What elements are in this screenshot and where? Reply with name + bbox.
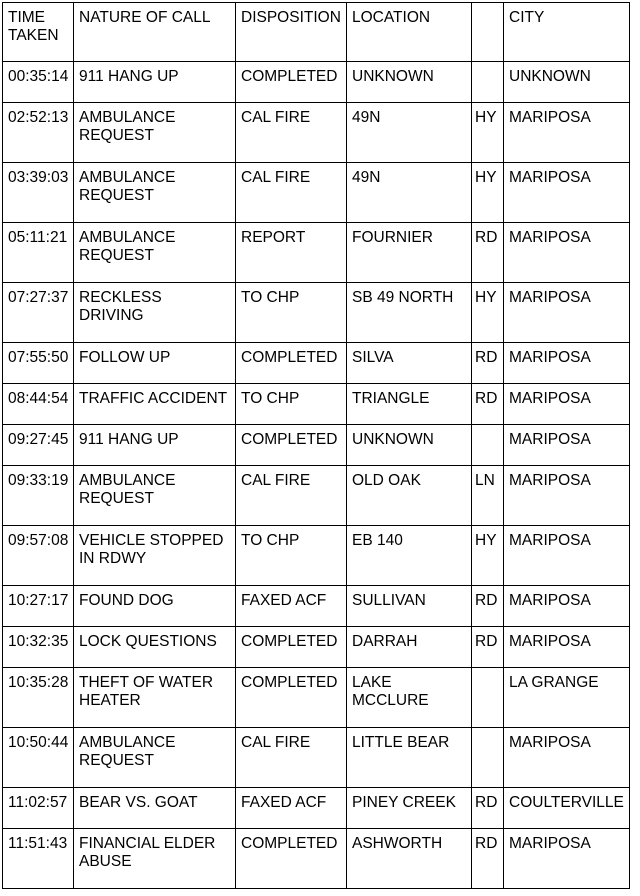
- cell-location: UNKNOWN: [347, 62, 472, 103]
- cell-time: 00:35:14: [3, 62, 74, 103]
- cell-location: EB 140: [347, 526, 472, 586]
- cell-city: MARIPOSA: [504, 627, 630, 668]
- cell-nature: AMBULANCE REQUEST: [74, 466, 236, 526]
- cell-location: UNKNOWN: [347, 425, 472, 466]
- cell-time: 03:39:03: [3, 163, 74, 223]
- cell-disposition: COMPLETED: [236, 343, 347, 384]
- cell-suffix: RD: [472, 829, 504, 889]
- cell-suffix: HY: [472, 103, 504, 163]
- cell-city: MARIPOSA: [504, 223, 630, 283]
- header-city: CITY: [504, 3, 630, 62]
- cell-nature: 911 HANG UP: [74, 62, 236, 103]
- cell-suffix: [472, 62, 504, 103]
- cell-nature: AMBULANCE REQUEST: [74, 728, 236, 788]
- table-row: [3, 103, 630, 163]
- cell-city: MARIPOSA: [504, 526, 630, 586]
- cell-location: SB 49 NORTH: [347, 283, 472, 343]
- cell-time: 07:55:50: [3, 343, 74, 384]
- cell-time: 09:33:19: [3, 466, 74, 526]
- table-row: [3, 728, 630, 788]
- table-row: [3, 526, 630, 586]
- cell-location: SILVA: [347, 343, 472, 384]
- table-row: [3, 788, 630, 829]
- header-location: LOCATION: [347, 3, 472, 62]
- cell-disposition: REPORT: [236, 223, 347, 283]
- cell-nature: AMBULANCE REQUEST: [74, 223, 236, 283]
- cell-time: 09:27:45: [3, 425, 74, 466]
- table-row: [3, 586, 630, 627]
- cell-city: MARIPOSA: [504, 425, 630, 466]
- cell-nature: FINANCIAL ELDER ABUSE: [74, 829, 236, 889]
- cell-disposition: COMPLETED: [236, 62, 347, 103]
- table-row: [3, 343, 630, 384]
- cell-disposition: CAL FIRE: [236, 103, 347, 163]
- table-row: [3, 223, 630, 283]
- cell-suffix: RD: [472, 384, 504, 425]
- table-row: [3, 163, 630, 223]
- cell-location: ASHWORTH: [347, 829, 472, 889]
- cell-disposition: CAL FIRE: [236, 728, 347, 788]
- cell-nature: RECKLESS DRIVING: [74, 283, 236, 343]
- cell-location: SULLIVAN: [347, 586, 472, 627]
- table-row: [3, 425, 630, 466]
- cell-city: MARIPOSA: [504, 343, 630, 384]
- header-disposition: DISPOSITION: [236, 3, 347, 62]
- table-row: [3, 283, 630, 343]
- cell-time: 07:27:37: [3, 283, 74, 343]
- cell-time: 02:52:13: [3, 103, 74, 163]
- table-row: [3, 466, 630, 526]
- cell-city: MARIPOSA: [504, 384, 630, 425]
- cell-city: MARIPOSA: [504, 586, 630, 627]
- cell-disposition: FAXED ACF: [236, 788, 347, 829]
- cell-suffix: LN: [472, 466, 504, 526]
- table-row: [3, 384, 630, 425]
- cell-city: MARIPOSA: [504, 466, 630, 526]
- cell-location: LAKE MCCLURE: [347, 668, 472, 728]
- cell-suffix: HY: [472, 526, 504, 586]
- header-suffix: [472, 3, 504, 62]
- cell-nature: LOCK QUESTIONS: [74, 627, 236, 668]
- cell-nature: THEFT OF WATER HEATER: [74, 668, 236, 728]
- cell-nature: VEHICLE STOPPED IN RDWY: [74, 526, 236, 586]
- cell-time: 10:35:28: [3, 668, 74, 728]
- cell-suffix: [472, 668, 504, 728]
- cell-city: MARIPOSA: [504, 728, 630, 788]
- cell-location: 49N: [347, 103, 472, 163]
- cell-location: PINEY CREEK: [347, 788, 472, 829]
- cell-suffix: RD: [472, 586, 504, 627]
- cell-disposition: TO CHP: [236, 283, 347, 343]
- table-row: [3, 62, 630, 103]
- cell-nature: AMBULANCE REQUEST: [74, 163, 236, 223]
- cell-suffix: RD: [472, 343, 504, 384]
- cell-nature: 911 HANG UP: [74, 425, 236, 466]
- cell-time: 10:32:35: [3, 627, 74, 668]
- cell-location: OLD OAK: [347, 466, 472, 526]
- cell-suffix: RD: [472, 627, 504, 668]
- cell-disposition: TO CHP: [236, 384, 347, 425]
- cell-disposition: CAL FIRE: [236, 163, 347, 223]
- cell-city: UNKNOWN: [504, 62, 630, 103]
- table-row: [3, 627, 630, 668]
- cell-time: 05:11:21: [3, 223, 74, 283]
- cell-nature: TRAFFIC ACCIDENT: [74, 384, 236, 425]
- cell-location: TRIANGLE: [347, 384, 472, 425]
- cell-disposition: FAXED ACF: [236, 586, 347, 627]
- cell-city: LA GRANGE: [504, 668, 630, 728]
- cell-suffix: RD: [472, 223, 504, 283]
- cell-time: 09:57:08: [3, 526, 74, 586]
- cell-time: 10:50:44: [3, 728, 74, 788]
- header-time: TIME TAKEN: [3, 3, 74, 62]
- cell-city: MARIPOSA: [504, 283, 630, 343]
- cell-disposition: COMPLETED: [236, 425, 347, 466]
- cell-time: 11:02:57: [3, 788, 74, 829]
- cell-suffix: HY: [472, 163, 504, 223]
- cell-time: 11:51:43: [3, 829, 74, 889]
- cell-nature: FOLLOW UP: [74, 343, 236, 384]
- cell-suffix: [472, 425, 504, 466]
- cell-suffix: [472, 728, 504, 788]
- header-nature: NATURE OF CALL: [74, 3, 236, 62]
- cell-time: 10:27:17: [3, 586, 74, 627]
- cell-location: FOURNIER: [347, 223, 472, 283]
- cell-suffix: RD: [472, 788, 504, 829]
- cell-location: 49N: [347, 163, 472, 223]
- cell-city: COULTERVILLE: [504, 788, 630, 829]
- table-row: [3, 829, 630, 889]
- cell-disposition: TO CHP: [236, 526, 347, 586]
- cell-nature: FOUND DOG: [74, 586, 236, 627]
- cell-city: MARIPOSA: [504, 103, 630, 163]
- cell-time: 08:44:54: [3, 384, 74, 425]
- cell-city: MARIPOSA: [504, 829, 630, 889]
- cell-suffix: HY: [472, 283, 504, 343]
- table-row: [3, 668, 630, 728]
- cell-disposition: CAL FIRE: [236, 466, 347, 526]
- cell-nature: BEAR VS. GOAT: [74, 788, 236, 829]
- cell-location: DARRAH: [347, 627, 472, 668]
- cell-disposition: COMPLETED: [236, 627, 347, 668]
- cell-city: MARIPOSA: [504, 163, 630, 223]
- cell-location: LITTLE BEAR: [347, 728, 472, 788]
- header-row: [3, 3, 630, 62]
- cell-disposition: COMPLETED: [236, 829, 347, 889]
- call-log-table: [2, 2, 630, 889]
- cell-nature: AMBULANCE REQUEST: [74, 103, 236, 163]
- cell-disposition: COMPLETED: [236, 668, 347, 728]
